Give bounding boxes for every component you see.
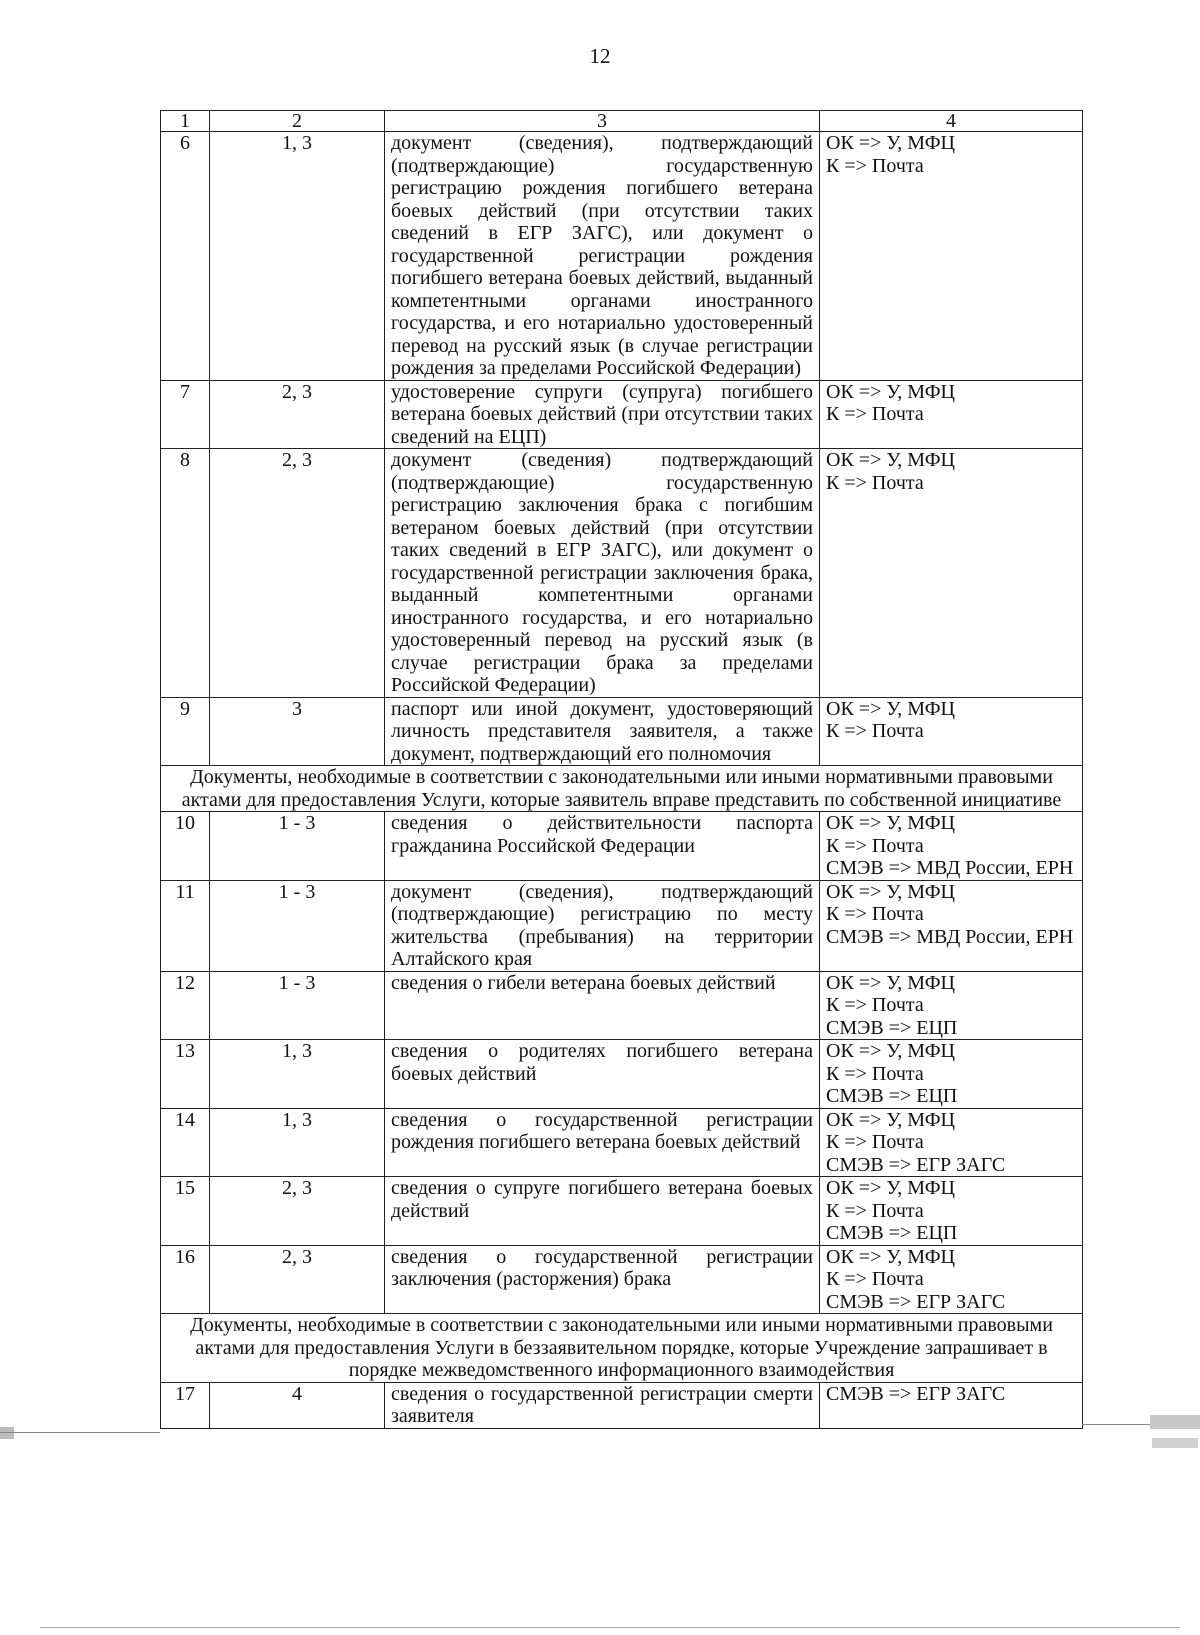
- channel: ОК => У, МФЦ: [826, 971, 956, 994]
- scan-mark: [40, 1627, 1180, 1628]
- channel: ОК => У, МФЦ: [826, 812, 956, 834]
- channel: ОК => У, МФЦ: [826, 449, 956, 471]
- row-number: 7: [161, 380, 210, 449]
- row-number: 6: [161, 132, 210, 381]
- channel: К => Почта: [826, 403, 924, 425]
- submission-channels: [820, 132, 1083, 381]
- submission-channels: [820, 1382, 1083, 1428]
- channel: ОК => У, МФЦ: [826, 132, 956, 154]
- channel: СМЭВ => МВД России, ЕРН: [826, 925, 1074, 948]
- row-number: 12: [161, 971, 210, 1040]
- table-row: [161, 1040, 1083, 1109]
- document-description: сведения о родителях погибшего ветерана боевых действий: [385, 1040, 820, 1109]
- channel: СМЭВ => ЕГР ЗАГС: [826, 1153, 1006, 1176]
- row-number: 15: [161, 1177, 210, 1246]
- document-description: документ (сведения) подтверждающий (подтверждающие) государственную регистрацию заключения брака с погибшим ветераном боевых действий (при отсутствии таких сведений в ЕГР ЗАГС), или документ о государственной регистрации заключения брака, выданный компетентными органами иностранного государства, и его нотариально удостоверенный перевод на русский язык (в случае регистрации брака за пределами Российской Федерации): [385, 449, 820, 698]
- documents-table: [160, 110, 1083, 1429]
- row-number: 16: [161, 1245, 210, 1314]
- table-row: [161, 1108, 1083, 1177]
- applicant-group: 1 - 3: [210, 971, 385, 1040]
- section-heading: Документы, необходимые в соответствии с законодательными или иными нормативными правовыми актами для предоставления Услуги в беззаявительном порядке, которые Учреждение запрашивает в порядке межведомственного информационного взаимодействия: [161, 1314, 1083, 1383]
- applicant-group: 2, 3: [210, 449, 385, 698]
- channel: К => Почта: [826, 994, 924, 1016]
- applicant-group: 1, 3: [210, 1040, 385, 1109]
- submission-channels: [820, 812, 1083, 881]
- submission-channels: [820, 1040, 1083, 1109]
- scan-mark: [0, 1432, 160, 1433]
- channel: К => Почта: [826, 1199, 924, 1222]
- table-row: [161, 380, 1083, 449]
- submission-channels: [820, 697, 1083, 766]
- row-number: 17: [161, 1382, 210, 1428]
- row-number: 11: [161, 880, 210, 971]
- channel: ОК => У, МФЦ: [826, 1245, 956, 1268]
- document-description: удостоверение супруги (супруга) погибшего ветерана боевых действий (при отсутствии таких сведений на ЕЦП): [385, 380, 820, 449]
- channel: К => Почта: [826, 834, 924, 857]
- channel: ОК => У, МФЦ: [826, 697, 956, 720]
- table-row: [161, 697, 1083, 766]
- applicant-group: 1, 3: [210, 132, 385, 381]
- channel: ОК => У, МФЦ: [826, 1177, 956, 1199]
- row-number: 10: [161, 812, 210, 881]
- document-description: паспорт или иной документ, удостоверяющий личность представителя заявителя, а также документ, подтверждающий его полномочия: [385, 697, 820, 766]
- section-row: [161, 766, 1083, 812]
- channel: К => Почта: [826, 154, 924, 177]
- submission-channels: [820, 1177, 1083, 1246]
- section-row: [161, 1314, 1083, 1383]
- channel: К => Почта: [826, 471, 924, 494]
- applicant-group: 1 - 3: [210, 880, 385, 971]
- submission-channels: [820, 1245, 1083, 1314]
- channel: СМЭВ => МВД России, ЕРН: [826, 857, 1074, 879]
- table-row: [161, 880, 1083, 971]
- applicant-group: 3: [210, 697, 385, 766]
- document-description: документ (сведения), подтверждающий (подтверждающие) регистрацию по месту жительства (пребывания) на территории Алтайского края: [385, 880, 820, 971]
- section-heading: Документы, необходимые в соответствии с законодательными или иными нормативными правовыми актами для предоставления Услуги, которые заявитель вправе представить по собственной инициативе: [161, 766, 1083, 812]
- channel: ОК => У, МФЦ: [826, 1108, 956, 1131]
- channel: СМЭВ => ЕЦП: [826, 1222, 958, 1244]
- scan-mark: [1150, 1415, 1200, 1429]
- channel: СМЭВ => ЕЦП: [826, 1085, 958, 1107]
- channel: К => Почта: [826, 903, 924, 925]
- row-number: 13: [161, 1040, 210, 1109]
- document-description: сведения о государственной регистрации смерти заявителя: [385, 1382, 820, 1428]
- submission-channels: [820, 380, 1083, 449]
- document-description: сведения о гибели ветерана боевых действий: [385, 971, 820, 1040]
- applicant-group: 4: [210, 1382, 385, 1428]
- channel: ОК => У, МФЦ: [826, 380, 956, 403]
- table-row: [161, 971, 1083, 1040]
- channel: К => Почта: [826, 1131, 924, 1153]
- applicant-group: 2, 3: [210, 380, 385, 449]
- table-row: [161, 449, 1083, 698]
- header-cell: 3: [385, 111, 820, 132]
- channel: К => Почта: [826, 1268, 924, 1290]
- submission-channels: [820, 449, 1083, 698]
- applicant-group: 2, 3: [210, 1177, 385, 1246]
- document-description: сведения о супруге погибшего ветерана боевых действий: [385, 1177, 820, 1246]
- document-description: сведения о государственной регистрации заключения (расторжения) брака: [385, 1245, 820, 1314]
- row-number: 14: [161, 1108, 210, 1177]
- channel: СМЭВ => ЕГР ЗАГС: [826, 1382, 1006, 1405]
- channel: К => Почта: [826, 720, 924, 742]
- header-cell: 4: [820, 111, 1083, 132]
- applicant-group: 2, 3: [210, 1245, 385, 1314]
- submission-channels: [820, 880, 1083, 971]
- submission-channels: [820, 1108, 1083, 1177]
- channel: СМЭВ => ЕЦП: [826, 1016, 958, 1039]
- table-row: [161, 1177, 1083, 1246]
- row-number: 8: [161, 449, 210, 698]
- table-row: [161, 132, 1083, 381]
- scan-mark: [0, 1427, 14, 1439]
- channel: ОК => У, МФЦ: [826, 880, 956, 903]
- channel: СМЭВ => ЕГР ЗАГС: [826, 1290, 1006, 1313]
- submission-channels: [820, 971, 1083, 1040]
- channel: ОК => У, МФЦ: [826, 1040, 956, 1062]
- document-description: сведения о действительности паспорта гражданина Российской Федерации: [385, 812, 820, 881]
- document-description: сведения о государственной регистрации рождения погибшего ветерана боевых действий: [385, 1108, 820, 1177]
- page-number: 12: [589, 44, 611, 68]
- table-row: [161, 1382, 1083, 1428]
- applicant-group: 1, 3: [210, 1108, 385, 1177]
- document-description: документ (сведения), подтверждающий (подтверждающие) государственную регистрацию рождения погибшего ветерана боевых действий (при отсутствии таких сведений в ЕГР ЗАГС), или документ о государственной регистрации рождения погибшего ветерана боевых действий, выданный компетентными органами иностранного государства, и его нотариально удостоверенный перевод на русский язык (в случае регистрации рождения за пределами Российской Федерации): [385, 132, 820, 381]
- header-cell: 1: [161, 111, 210, 132]
- table-row: [161, 812, 1083, 881]
- header-cell: 2: [210, 111, 385, 132]
- table-row: [161, 1245, 1083, 1314]
- scan-mark: [1152, 1438, 1198, 1448]
- row-number: 9: [161, 697, 210, 766]
- channel: К => Почта: [826, 1062, 924, 1085]
- table-header-row: [161, 111, 1083, 132]
- applicant-group: 1 - 3: [210, 812, 385, 881]
